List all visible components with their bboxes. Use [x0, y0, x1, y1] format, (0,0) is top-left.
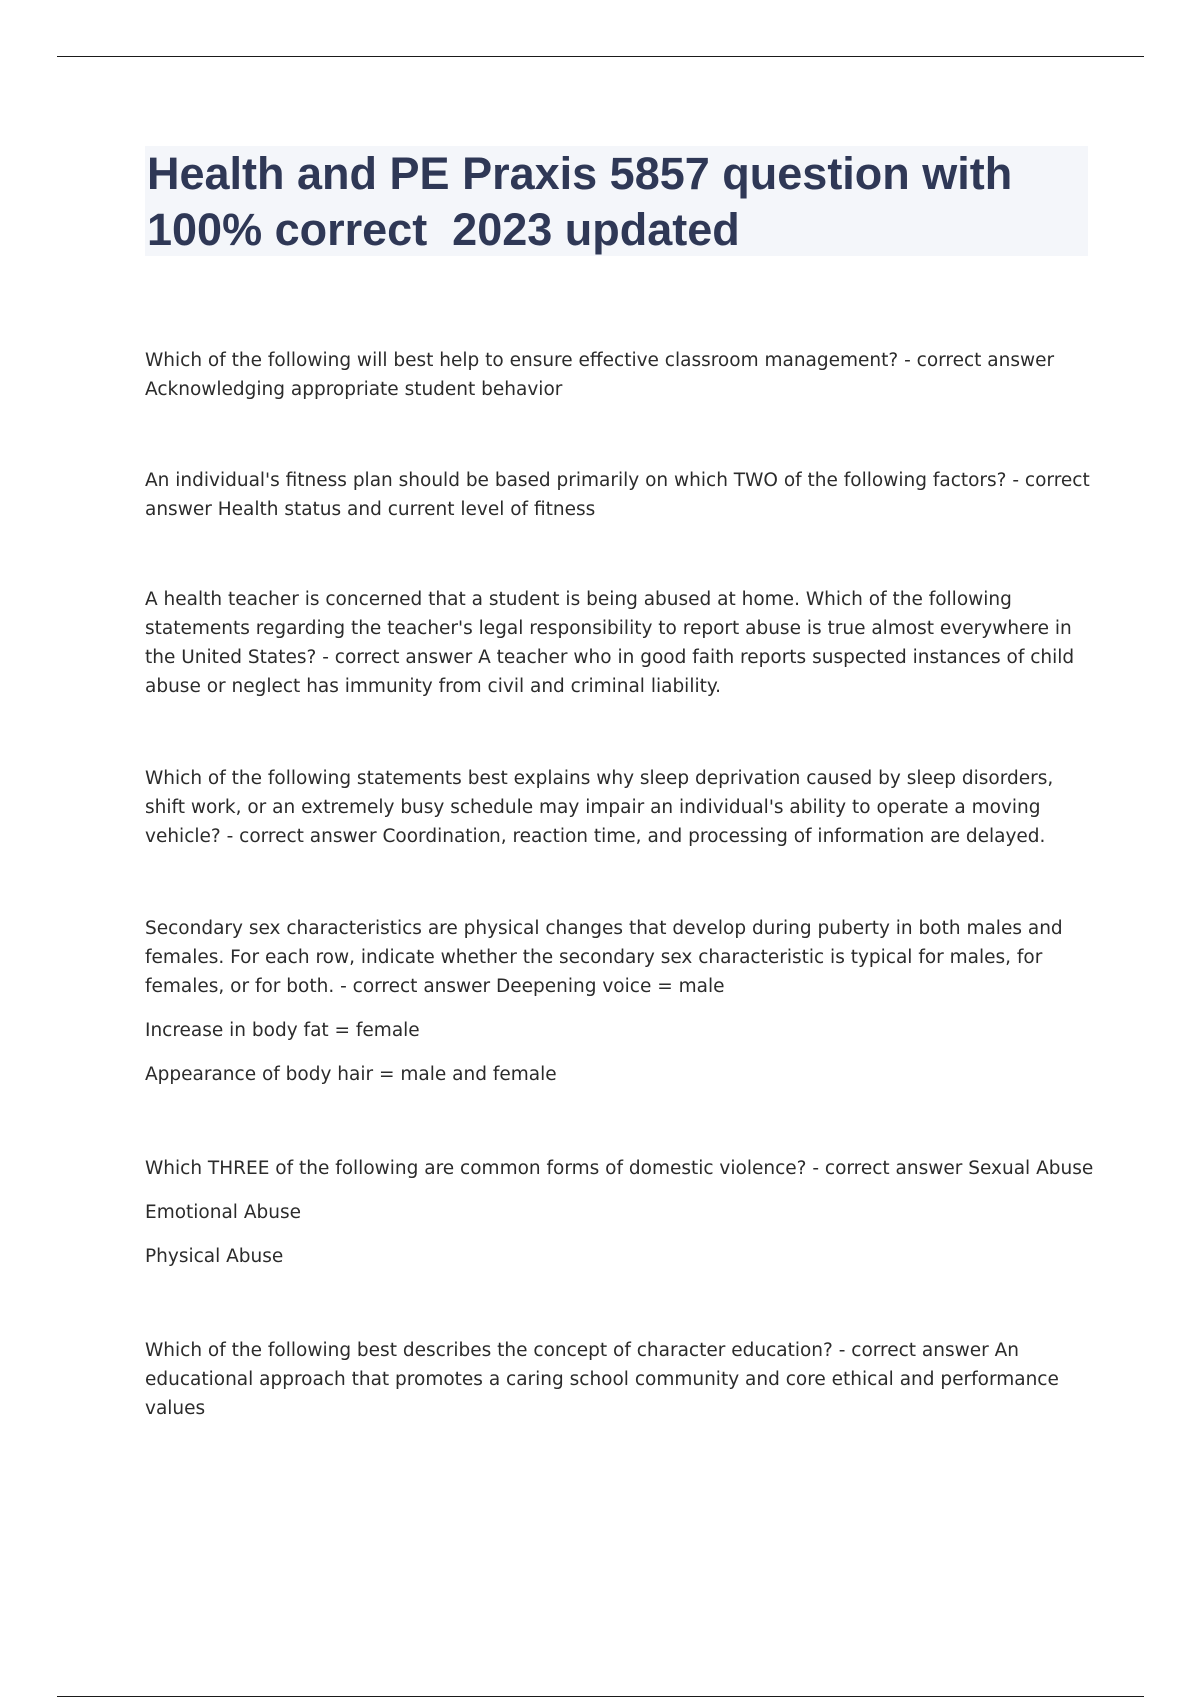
question-text: Secondary sex characteristics are physical changes that develop during puberty in both males and females. For each row, indicate whether the secondary sex characteristic is typical for males, for females, or for both. - correct answer Deepening voice = male	[145, 918, 1063, 997]
question-item-6	[145, 1154, 1095, 1271]
question-text: An individual's fitness plan should be based primarily on which TWO of the following factors? - correct answer Health status and current level of fitness	[145, 470, 1090, 520]
question-item-3	[145, 585, 1095, 701]
question-text: Which of the following best describes the concept of character education? - correct answer An educational approach that promotes a caring school community and core ethical and performance values	[145, 1340, 1059, 1419]
question-item-4	[145, 764, 1095, 851]
question-item-5	[145, 914, 1095, 1089]
question-text: Which of the following will best help to ensure effective classroom management? - correct answer Acknowledging appropriate student behavior	[145, 350, 1055, 400]
top-rule	[57, 56, 1144, 57]
title-block	[145, 146, 1088, 256]
question-item-7	[145, 1336, 1095, 1423]
question-item-1	[145, 346, 1095, 404]
answer-line: Physical Abuse	[145, 1246, 284, 1267]
question-text: Which of the following statements best explains why sleep deprivation caused by sleep disorders, shift work, or an extremely busy schedule may impair an individual's ability to operate a moving vehicle? - correct answer Coordination, reaction time, and processing of information are delayed.	[145, 768, 1054, 847]
answer-line: Increase in body fat = female	[145, 1020, 420, 1041]
question-text: A health teacher is concerned that a student is being abused at home. Which of the following statements regarding the teacher's legal responsibility to report abuse is true almost everywhere in the United States? - correct answer A teacher who in good faith reports suspected instances of child abuse or neglect has immunity from civil and criminal liability.	[145, 589, 1075, 697]
bottom-rule	[57, 1696, 1144, 1697]
answer-line: Emotional Abuse	[145, 1202, 301, 1223]
question-text: Which THREE of the following are common forms of domestic violence? - correct answer Sexual Abuse	[145, 1158, 1094, 1179]
question-item-2	[145, 466, 1095, 524]
document-title: Health and PE Praxis 5857 question with 100% correct 2023 updated	[147, 148, 1025, 255]
answer-line: Appearance of body hair = male and female	[145, 1064, 557, 1085]
